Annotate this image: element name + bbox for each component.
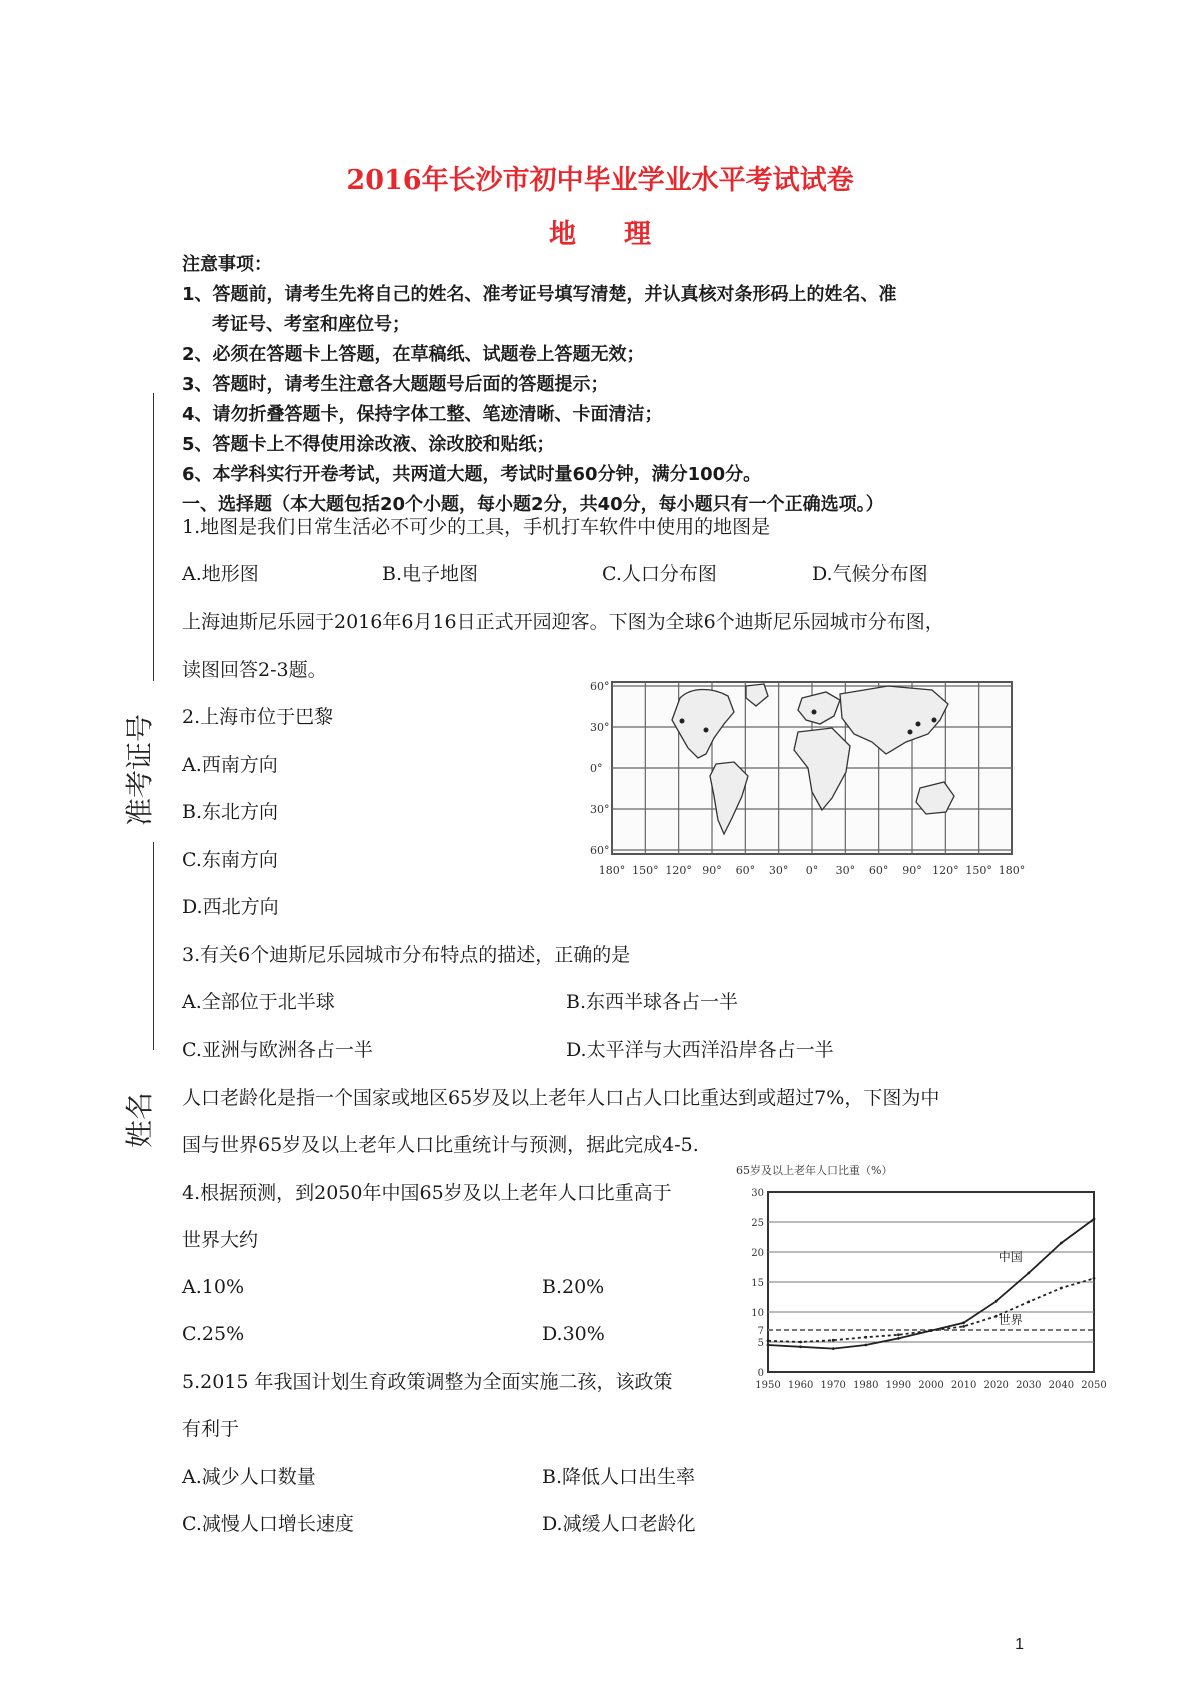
intro-4-5-line2: 国与世界65岁及以上老年人口比重统计与预测，据此完成4-5. (182, 1134, 699, 1156)
city-marker-shanghai (916, 722, 921, 727)
subject-title: 地理 (549, 219, 699, 250)
chart-data-point (1027, 1300, 1030, 1303)
question-1-option-c: C.人口分布图 (602, 563, 717, 585)
question-2-option-c: C.东南方向 (182, 849, 278, 871)
city-marker-anaheim (680, 719, 685, 724)
section-heading: 一、选择题（本大题包括20个小题，每小题2分，共40分，每小题只有一个正确选项。） (182, 494, 884, 515)
city-marker-hong-kong (908, 730, 913, 735)
question-1-option-d: D.气候分布图 (812, 563, 928, 585)
note-item: 1、答题前，请考生先将自己的姓名、准考证号填写清楚，并认真核对条形码上的姓名、准 (182, 284, 897, 305)
chart-x-tick-label: 2000 (918, 1380, 944, 1391)
question-5-option-d: D.减缓人口老龄化 (542, 1513, 696, 1535)
question-5-option-a: A.减少人口数量 (182, 1466, 316, 1488)
page-number: 1 (1015, 1636, 1024, 1653)
question-2-option-d: D.西北方向 (182, 896, 279, 918)
chart-y-tick-label: 20 (751, 1248, 764, 1259)
note-item: 3、答题时，请考生注意各大题题号后面的答题提示； (182, 374, 609, 395)
chart-title: 65岁及以上老年人口比重（%） (736, 1164, 893, 1177)
map-longitude-label: 150° (965, 864, 992, 877)
map-latitude-label: 60° (590, 844, 610, 857)
question-5-stem-line2: 有利于 (182, 1418, 240, 1440)
question-4-option-d: D.30% (542, 1323, 605, 1345)
question-2-option-b: B.东北方向 (182, 801, 279, 823)
map-longitude-label: 30° (835, 864, 856, 877)
note-item: 6、本学科实行开卷考试，共两道大题，考试时量60分钟，满分100分。 (182, 464, 762, 485)
map-longitude-label: 60° (735, 864, 756, 877)
chart-data-point (962, 1325, 965, 1328)
chart-series-label: 中国 (998, 1250, 1023, 1264)
name-label: 姓名 (123, 1091, 156, 1148)
map-longitude-label: 120° (665, 864, 692, 877)
question-4-stem-line1: 4.根据预测，到2050年中国65岁及以上老年人口比重高于 (182, 1182, 672, 1204)
question-5-option-b: B.降低人口出生率 (542, 1466, 696, 1488)
chart-data-point (1093, 1277, 1096, 1280)
question-5-stem-line1: 5.2015 年我国计划生育政策调整为全面实施二孩，该政策 (182, 1371, 673, 1393)
chart-data-point (995, 1315, 998, 1318)
chart-data-point (1027, 1272, 1030, 1275)
question-5-option-c: C.减慢人口增长速度 (182, 1513, 354, 1535)
chart-y-tick-label: 30 (751, 1188, 764, 1199)
chart-x-tick-label: 1960 (787, 1380, 814, 1391)
question-1-stem: 1.地图是我们日常生活必不可少的工具，手机打车软件中使用的地图是 (182, 516, 771, 538)
note-item: 2、必须在答题卡上答题，在草稿纸、试题卷上答题无效； (182, 344, 645, 365)
city-marker-tokyo (932, 718, 937, 723)
question-4-stem-line2: 世界大约 (182, 1229, 259, 1251)
margin-line-middle (153, 842, 154, 1050)
chart-data-point (897, 1337, 900, 1340)
chart-data-point (832, 1347, 835, 1350)
question-1-option-a: A.地形图 (182, 563, 259, 585)
question-3-stem: 3.有关6个迪斯尼乐园城市分布特点的描述，正确的是 (182, 944, 631, 966)
chart-data-point (1060, 1287, 1063, 1290)
map-longitude-label: 90° (702, 864, 722, 877)
chart-data-point (767, 1344, 770, 1347)
chart-x-tick-label: 1970 (820, 1380, 846, 1391)
city-marker-paris (812, 710, 817, 715)
chart-data-point (1060, 1242, 1063, 1245)
chart-data-point (995, 1300, 998, 1303)
chart-y-tick-label: 0 (757, 1368, 764, 1379)
map-latitude-label: 30° (590, 721, 610, 734)
chart-data-point (832, 1339, 835, 1342)
chart-x-tick-label: 1950 (755, 1380, 781, 1391)
chart-y-tick-label: 10 (751, 1308, 764, 1319)
chart-data-point (962, 1321, 965, 1324)
chart-data-point (897, 1333, 900, 1336)
question-2-option-a: A.西南方向 (182, 754, 278, 776)
question-2-stem: 2.上海市位于巴黎 (182, 706, 334, 728)
aging-population-chart (728, 1160, 1132, 1400)
note-item: 4、请勿折叠答题卡，保持字体工整、笔迹清晰、卡面清洁； (182, 404, 663, 425)
chart-x-tick-label: 2030 (1016, 1380, 1042, 1391)
chart-x-tick-label: 1990 (885, 1380, 912, 1391)
chart-data-point (864, 1336, 867, 1339)
question-3-option-b: B.东西半球各占一半 (566, 991, 739, 1013)
disney-cities-world-map (588, 664, 1048, 886)
map-longitude-label: 60° (868, 864, 889, 877)
chart-x-tick-label: 2020 (983, 1380, 1009, 1391)
question-4-option-c: C.25% (182, 1323, 245, 1345)
map-longitude-label: 120° (932, 864, 959, 877)
chart-x-tick-label: 1980 (853, 1380, 879, 1391)
note-item: 5、答题卡上不得使用涂改液、涂改胶和贴纸； (182, 434, 555, 455)
margin-line-top (153, 393, 154, 681)
intro-2-3-line2: 读图回答2-3题。 (182, 659, 327, 681)
exam-title: 2016年长沙市初中毕业学业水平考试试卷 (346, 165, 854, 196)
chart-data-point (864, 1344, 867, 1347)
chart-x-tick-label: 2010 (950, 1380, 977, 1391)
map-latitude-label: 30° (590, 803, 610, 816)
map-longitude-label: 180° (598, 864, 626, 877)
notes-heading: 注意事项： (182, 254, 272, 275)
map-longitude-label: 180° (998, 864, 1026, 877)
question-3-option-a: A.全部位于北半球 (182, 991, 335, 1013)
question-1-option-b: B.电子地图 (382, 563, 479, 585)
map-longitude-label: 0° (805, 864, 819, 877)
note-item-continued: 考证号、考室和座位号； (212, 314, 410, 335)
chart-y-tick-label: 5 (757, 1338, 764, 1349)
map-latitude-label: 60° (590, 680, 610, 693)
chart-data-point (799, 1345, 802, 1348)
chart-y-tick-label: 15 (751, 1278, 764, 1289)
question-4-option-a: A.10% (182, 1276, 244, 1298)
chart-x-tick-label: 2050 (1081, 1380, 1107, 1391)
map-latitude-label: 0° (590, 762, 603, 775)
chart-series-label: 世界 (998, 1312, 1023, 1327)
chart-data-point (930, 1329, 933, 1332)
chart-y-tick-label: 7 (757, 1326, 764, 1337)
city-marker-orlando (704, 728, 709, 733)
chart-data-point (799, 1341, 802, 1344)
intro-2-3-line1: 上海迪斯尼乐园于2016年6月16日正式开园迎客。下图为全球6个迪斯尼乐园城市分布图， (182, 611, 944, 633)
question-4-option-b: B.20% (542, 1276, 605, 1298)
chart-data-point (1093, 1218, 1096, 1221)
map-longitude-label: 90° (902, 864, 922, 877)
notes-block (182, 250, 1032, 520)
chart-data-point (767, 1339, 770, 1342)
question-3-option-d: D.太平洋与大西洋沿岸各占一半 (566, 1039, 834, 1061)
question-3-option-c: C.亚洲与欧洲各占一半 (182, 1039, 373, 1061)
exam-id-label: 准考证号 (123, 713, 156, 826)
map-longitude-label: 150° (632, 864, 659, 877)
intro-4-5-line1: 人口老龄化是指一个国家或地区65岁及以上老年人口占人口比重达到或超过7%，下图为中 (182, 1087, 940, 1109)
chart-x-tick-label: 2040 (1048, 1380, 1075, 1391)
chart-y-tick-label: 25 (751, 1218, 764, 1229)
map-longitude-label: 30° (768, 864, 789, 877)
